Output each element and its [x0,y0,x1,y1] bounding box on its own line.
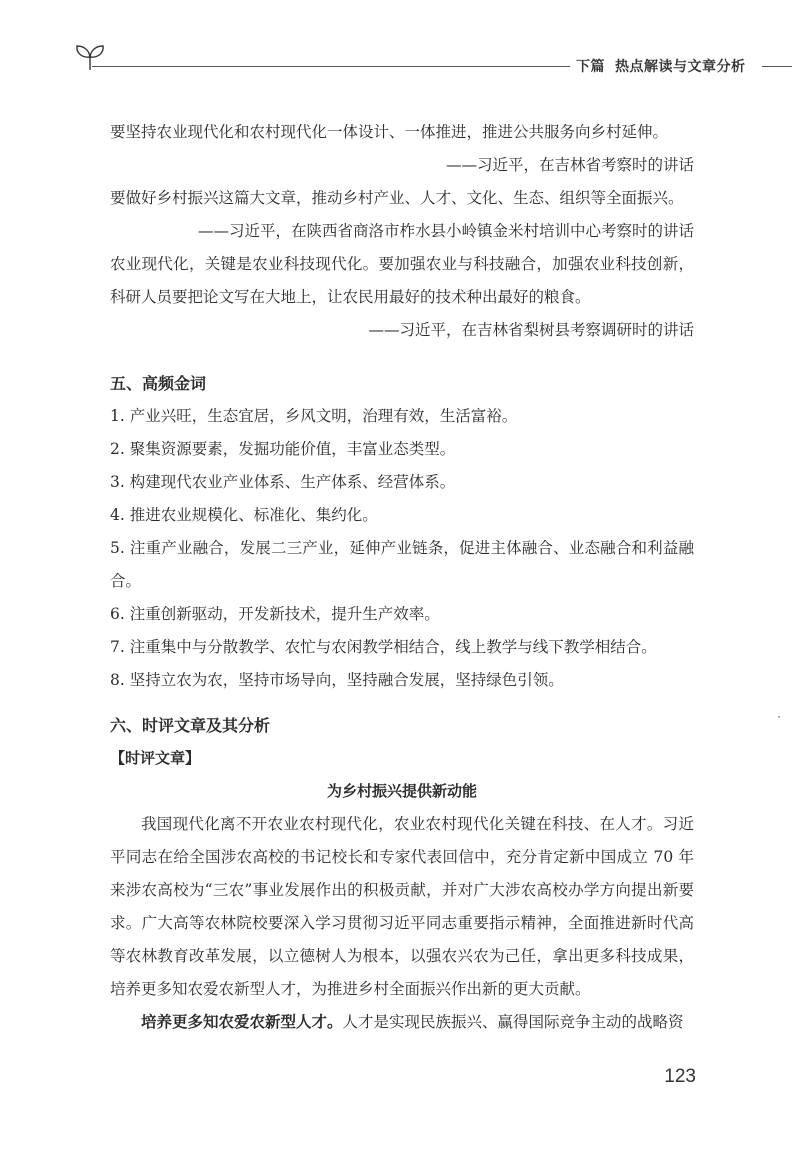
list-item: 2. 聚集资源要素，发掘功能价值，丰富业态类型。 [110,440,456,458]
list-item: 1. 产业兴旺，生态宜居，乡风文明，治理有效，生活富裕。 [110,407,518,425]
sprout-icon [70,40,110,72]
scan-speck [778,716,780,718]
list-item: 4. 推进农业规模化、标准化、集约化。 [110,506,378,524]
section-heading: 五、高频金词 [110,374,207,393]
quote-text: 要坚持农业现代化和农村现代化一体设计、一体推进，推进公共服务向乡村延伸。 [110,123,669,141]
list-item: 7. 注重集中与分散教学、农忙与农闲教学相结合，线上教学与线下教学相结合。 [110,638,657,656]
list-item: 3. 构建现代农业产业体系、生产体系、经营体系。 [110,473,456,491]
quote-source: ——习近平，在陕西省商洛市柞水县小岭镇金米村培训中心考察时的讲话 [197,222,694,240]
quote-text: 农业现代化，关键是农业科技现代化。要加强农业与科技融合，加强农业科技创新，科研人员要把论文写在大地上，让农民用最好的技术种出最好的粮食。 [110,255,694,306]
section-heading: 六、时评文章及其分析 [110,716,271,735]
running-header [70,40,792,80]
article-paragraph: 我国现代化离不开农业农村现代化，农业农村现代化关键在科技、在人才。习近平同志在给全国涉农高校的书记校长和专家代表回信中，充分肯定新中国成立 70 年来涉农高校为“三农”事业发展作出的积极贡献，并对广大涉农高校办学方向提出新要求。广大高等农林院校要深入学习贯彻习近平同志重要指示精神，全面推进新时代高等农林教育改革发展，以立德树人为根本，以强农兴农为己任，拿出更多科技成果，培养更多知农爱农新型人才，为推进乡村全面振兴作出新的更大贡献。 [110,815,694,998]
page-number: 123 [664,1066,696,1087]
header-part: 下篇 [576,59,605,75]
article-label: 【时评文章】 [110,749,201,767]
header-rule-left [92,66,570,67]
list-item: 8. 坚持立农为农，坚持市场导向，坚持融合发展，坚持绿色引领。 [110,671,564,689]
page-content [110,116,694,1039]
quote-source: ——习近平，在吉林省考察时的讲话 [445,156,694,174]
list-item: 5. 注重产业融合，发展二三产业，延伸产业链条，促进主体融合、业态融合和利益融合。 [110,539,694,590]
paragraph-lead: 培养更多知农爱农新型人才。 [141,1013,343,1031]
list-item: 6. 注重创新驱动，开发新技术，提升生产效率。 [110,605,440,623]
header-rule-right [762,66,792,67]
article-title: 为乡村振兴提供新动能 [326,782,477,800]
article-paragraph [110,1006,694,1039]
header-section-title: 热点解读与文章分析 [615,59,746,75]
quote-text: 要做好乡村振兴这篇大文章，推动乡村产业、人才、文化、生态、组织等全面振兴。 [110,189,684,207]
header-title [576,56,760,76]
paragraph-text: 人才是实现民族振兴、赢得国际竞争主动的战略资 [342,1013,684,1031]
quote-source: ——习近平，在吉林省梨树县考察调研时的讲话 [368,321,694,339]
